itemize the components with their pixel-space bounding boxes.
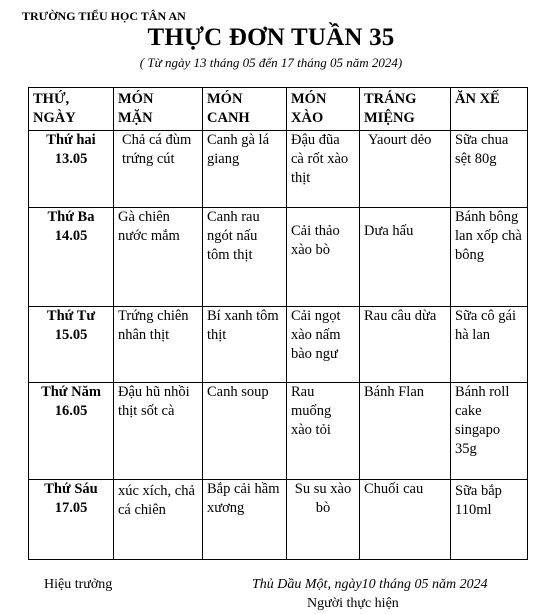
date-label: 17.05 (54, 500, 88, 516)
col-header-soup (203, 88, 287, 131)
day-label: Thứ Năm (41, 384, 101, 400)
date-label: 16.05 (54, 403, 88, 419)
soup-cell: Bí xanh tôm thịt (203, 307, 287, 383)
col-header-canh-line1: MÓN (207, 91, 243, 107)
soup-cell: Canh soup (203, 383, 287, 480)
col-header-man-line1: MÓN (118, 91, 154, 107)
snack-cell: Sữa cô gái hà lan (451, 307, 528, 383)
col-header-dessert (360, 88, 451, 131)
day-label: Thứ Tư (46, 308, 96, 324)
preparer-label: Người thực hiện (307, 596, 399, 611)
weekly-menu-table (28, 87, 528, 560)
table-row (29, 307, 528, 383)
col-header-day-line1: THỨ, (33, 91, 70, 107)
stir-fry-cell: Su su xào bò (287, 480, 360, 560)
main-dish-cell: xúc xích, chả cá chiên (114, 480, 203, 560)
principal-label: Hiệu trưởng (44, 577, 113, 592)
col-header-man-line2: MẶN (118, 110, 153, 126)
col-header-trang-line2: MIỆNG (364, 110, 415, 126)
dessert-cell: Chuối cau (360, 480, 451, 560)
school-name: TRƯỜNG TIỂU HỌC TÂN AN (22, 9, 186, 23)
soup-cell: Canh rau ngót nấu tôm thịt (203, 208, 287, 307)
main-dish-cell: Đậu hũ nhồi thịt sốt cà (114, 383, 203, 480)
day-label: Thứ Ba (47, 209, 95, 225)
snack-cell: Bánh bông lan xốp chà bông (451, 208, 528, 307)
col-header-main-dish (114, 88, 203, 131)
date-label: 15.05 (54, 327, 88, 343)
dessert-cell: Dưa hấu (360, 208, 451, 307)
stir-fry-cell: Rau muống xào tỏi (287, 383, 360, 480)
dessert-cell: Rau câu dừa (360, 307, 451, 383)
col-header-trang-line1: TRÁNG (364, 91, 417, 107)
day-label: Thứ hai (46, 132, 96, 148)
dessert-cell: Yaourt dẻo (360, 131, 451, 208)
day-cell (29, 383, 114, 480)
col-header-xao-line2: XÀO (291, 110, 324, 126)
main-dish-cell: Gà chiên nước mắm (114, 208, 203, 307)
stir-fry-cell: Cải ngọt xào nấm bào ngư (287, 307, 360, 383)
col-header-canh-line2: CANH (207, 110, 250, 126)
col-header-day (29, 88, 114, 131)
stir-fry-cell: Đậu đũa cà rốt xào thịt (287, 131, 360, 208)
day-cell (29, 307, 114, 383)
main-dish-cell: Trứng chiên nhân thịt (114, 307, 203, 383)
header-row (29, 88, 528, 131)
main-dish-cell: Chả cá đùm trứng cút (114, 131, 203, 208)
col-header-stir-fry (287, 88, 360, 131)
soup-cell: Bắp cải hầm xương (203, 480, 287, 560)
snack-cell: Sữa chua sệt 80g (451, 131, 528, 208)
table-row (29, 131, 528, 208)
menu-title: THỰC ĐƠN TUẦN 35 (147, 24, 395, 51)
place-date: Thủ Dầu Một, ngày10 tháng 05 năm 2024 (252, 577, 488, 592)
table-row (29, 383, 528, 480)
soup-cell: Canh gà lá giang (203, 131, 287, 208)
date-label: 13.05 (54, 151, 88, 167)
day-label: Thứ Sáu (44, 481, 98, 497)
col-header-day-line2: NGÀY (33, 110, 76, 126)
dessert-cell: Bánh Flan (360, 383, 451, 480)
col-header-xao-line1: MÓN (291, 91, 327, 107)
day-cell (29, 480, 114, 560)
col-header-snack: ĂN XẾ (451, 88, 528, 131)
date-range-subtitle: ( Từ ngày 13 tháng 05 đến 17 tháng 05 năm 2024) (139, 55, 403, 70)
stir-fry-cell: Cải thảo xào bò (287, 208, 360, 307)
day-cell (29, 208, 114, 307)
table-row (29, 480, 528, 560)
date-label: 14.05 (54, 228, 88, 244)
snack-cell: Sữa bắp 110ml (451, 480, 528, 560)
table-row (29, 208, 528, 307)
snack-cell: Bánh roll cake singapo 35g (451, 383, 528, 480)
day-cell (29, 131, 114, 208)
